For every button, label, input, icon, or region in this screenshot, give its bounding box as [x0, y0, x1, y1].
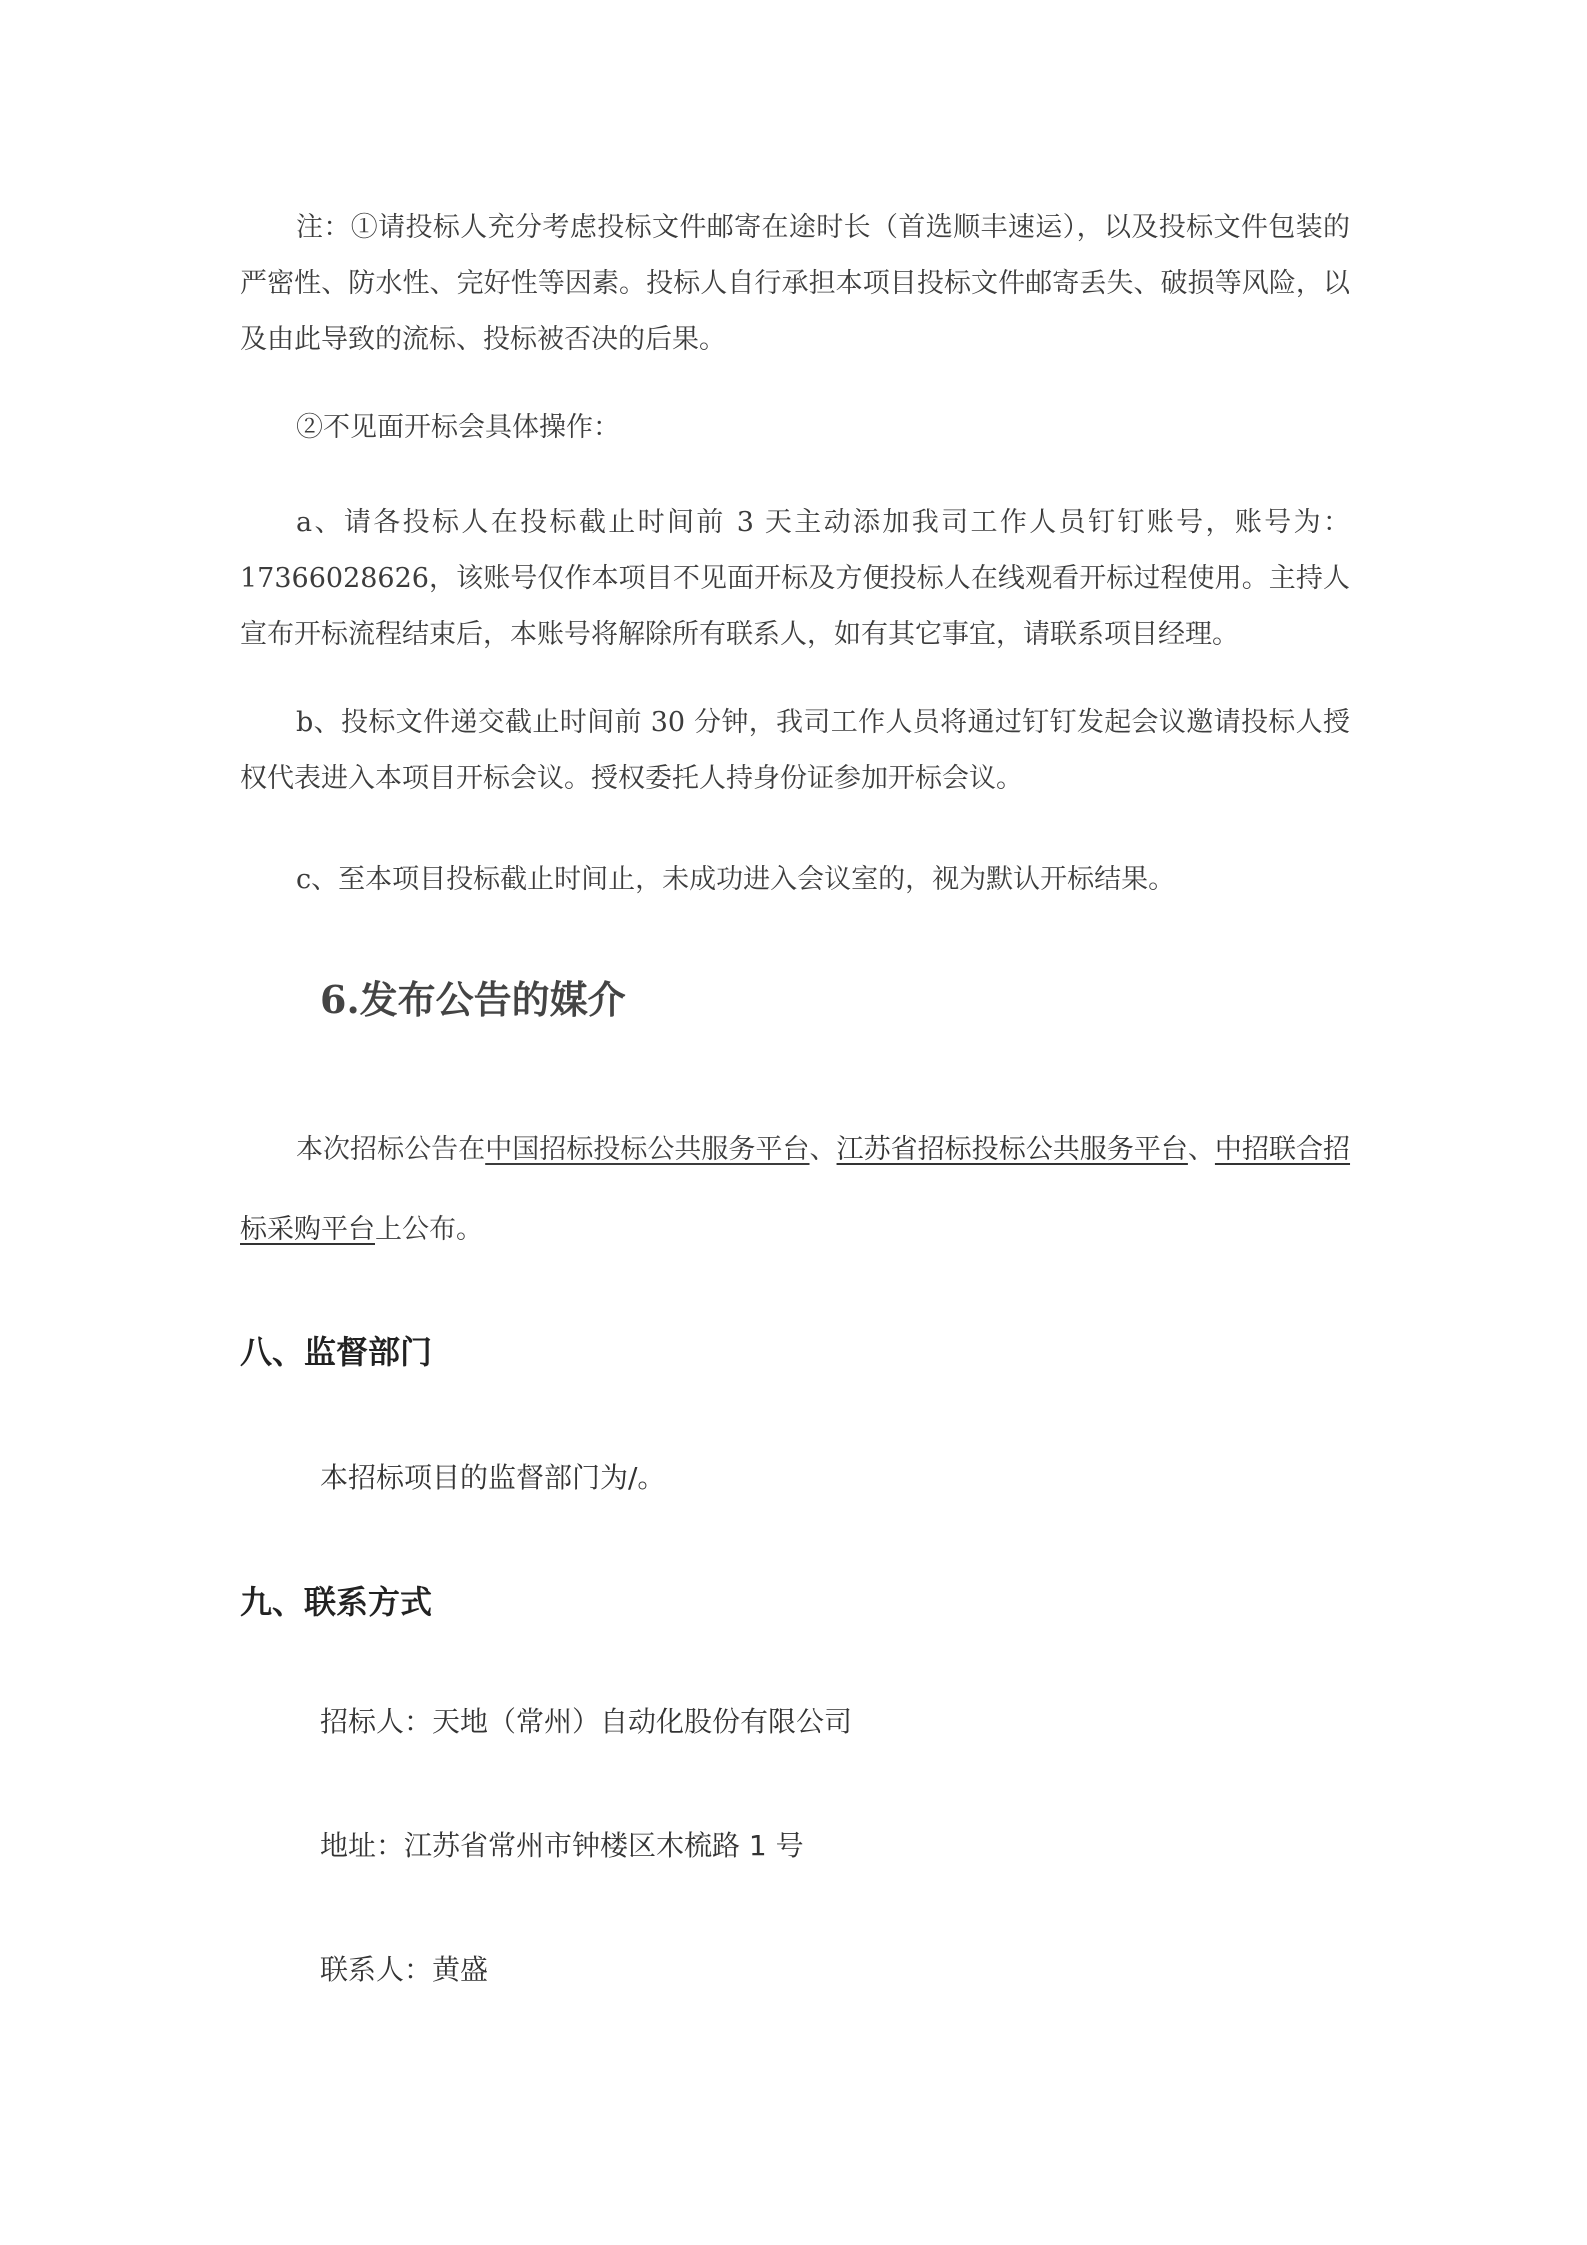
address-line: 地址：江苏省常州市钟楼区木梳路 1 号: [320, 1829, 804, 1862]
link-zhongzhao-platform[interactable]: 中招联合招标采购平台: [240, 1134, 1351, 1245]
media-paragraph: [240, 1110, 1350, 1270]
note-1-paragraph: 注：①请投标人充分考虑投标文件邮寄在途时长（首选顺丰速运），以及投标文件包装的严密性、防水性、完好性等因素。投标人自行承担本项目投标文件邮寄丢失、破损等风险，以及由此导致的流标、投标被否决的后果。: [240, 212, 1350, 355]
item-b-paragraph: b、投标文件递交截止时间前 30 分钟，我司工作人员将通过钉钉发起会议邀请投标人授权代表进入本项目开标会议。授权委托人持身份证参加开标会议。: [240, 707, 1350, 794]
note-2-title: ②不见面开标会具体操作：: [296, 412, 620, 443]
link-jiangsu-platform[interactable]: 江苏省招标投标公共服务平台: [836, 1134, 1188, 1165]
contact-person-line: 联系人：黄盛: [320, 1953, 489, 1986]
media-separator-2: 、: [1187, 1134, 1215, 1165]
tenderer-line: 招标人：天地（常州）自动化股份有限公司: [320, 1705, 853, 1738]
item-a-paragraph: a、请各投标人在投标截止时间前 3 天主动添加我司工作人员钉钉账号，账号为：17366028626，该账号仅作本项目不见面开标及方便投标人在线观看开标过程使用。主持人宣布开标流程结束后，本账号将解除所有联系人，如有其它事宜，请联系项目经理。: [240, 507, 1350, 650]
link-cebpubservice[interactable]: 中国招标投标公共服务平台: [485, 1134, 810, 1165]
supervision-text: 本招标项目的监督部门为/。: [320, 1461, 666, 1494]
contact-heading: 九、联系方式: [240, 1583, 433, 1621]
media-suffix: 上公布。: [375, 1214, 483, 1245]
media-separator-1: 、: [809, 1134, 837, 1165]
media-prefix: 本次招标公告在: [296, 1134, 486, 1165]
item-c-paragraph: c、至本项目投标截止时间止，未成功进入会议室的，视为默认开标结果。: [296, 864, 1176, 895]
supervision-heading: 八、监督部门: [240, 1333, 433, 1371]
media-section-title: 6.发布公告的媒介: [320, 977, 626, 1022]
